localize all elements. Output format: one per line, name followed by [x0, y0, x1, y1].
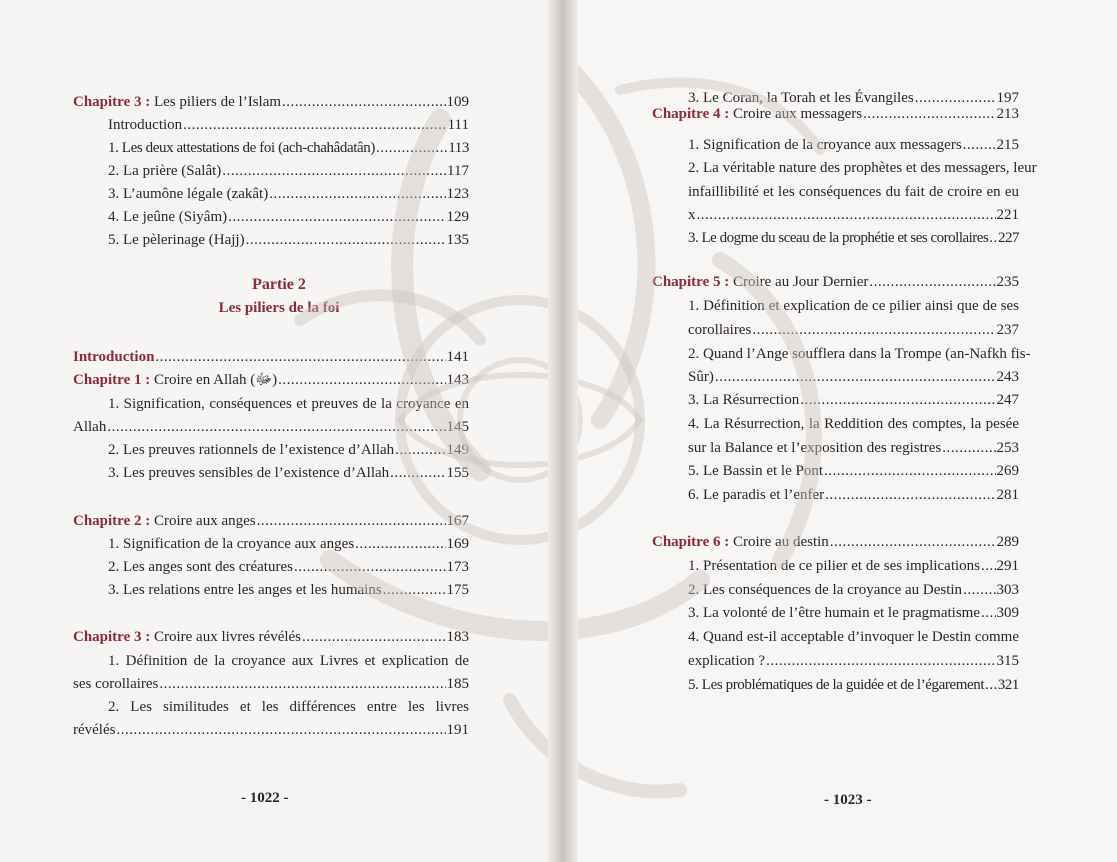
- dot-leader: [963, 135, 996, 155]
- item-title: 2. La prière (Salât): [108, 163, 222, 179]
- dot-leader: [257, 511, 446, 531]
- dot-leader: [697, 205, 996, 225]
- item-title: 1. Signification de la croyance aux anges: [108, 536, 355, 552]
- page-number: 213: [996, 106, 1019, 122]
- item-title: 2. Les preuves rationnels de l’existence d’Allah: [108, 442, 395, 458]
- dot-leader: [116, 720, 445, 740]
- dot-leader: [985, 675, 997, 695]
- chapter-title: Les piliers de l’Islam: [153, 94, 282, 110]
- toc-item-row[interactable]: [688, 461, 1019, 481]
- toc-item-row[interactable]: [688, 205, 1019, 225]
- item-title: 3. L’aumône légale (zakât): [108, 186, 269, 202]
- dot-leader: [869, 272, 995, 292]
- toc-item-text[interactable]: 1. Définition de la croyance aux Livres et explication de: [108, 653, 469, 669]
- dot-leader: [228, 207, 445, 227]
- dot-leader: [766, 651, 995, 671]
- toc-item-row[interactable]: [688, 580, 1019, 600]
- item-title: 1. Les deux attestations de foi (ach-chahâdatân): [108, 140, 375, 156]
- dot-leader: [155, 347, 445, 367]
- chapter-label: Chapitre 4 :: [652, 106, 730, 122]
- page-number: 303: [996, 582, 1019, 598]
- item-title: 1. Présentation de ce pilier et de ses implications: [688, 558, 981, 574]
- page-number: 215: [996, 137, 1019, 153]
- page-number: 113: [448, 140, 469, 156]
- item-title: 3. Les relations entre les anges et les humains: [108, 582, 382, 598]
- toc-chapter-row[interactable]: [73, 511, 469, 531]
- toc-item-text[interactable]: 2. Quand l’Ange soufflera dans la Trompe (an-Nafkh fis-: [688, 346, 1031, 362]
- toc-chapter-row[interactable]: [73, 347, 469, 367]
- item-title: 3. La Résurrection: [688, 392, 800, 408]
- item-title: 3. Le Coran, la Torah et les Évangiles: [688, 90, 914, 106]
- page-number: 175: [446, 582, 469, 598]
- toc-chapter-row[interactable]: [652, 104, 1019, 124]
- toc-item-text[interactable]: 1. Définition et explication de ce pilier ainsi que de ses: [688, 298, 1019, 314]
- toc-item-row[interactable]: [688, 675, 1019, 695]
- toc-item-row[interactable]: [108, 580, 469, 600]
- page-number: 111: [447, 117, 469, 133]
- item-title: corollaires: [688, 322, 752, 338]
- chapter-title: Croire aux livres révélés: [153, 629, 302, 645]
- item-title: 2. Les conséquences de la croyance au Destin: [688, 582, 963, 598]
- toc-chapter-row[interactable]: [73, 627, 469, 647]
- introduction-label: Introduction: [73, 349, 155, 365]
- toc-item-row[interactable]: [73, 674, 469, 694]
- dot-leader: [824, 461, 996, 481]
- page-number: 167: [446, 513, 469, 529]
- chapter-title: Croire au Jour Dernier: [732, 274, 869, 290]
- dot-leader: [942, 438, 995, 458]
- page-number: 143: [446, 372, 469, 388]
- item-title: 3. Les preuves sensibles de l’existence d’Allah: [108, 465, 390, 481]
- page-number: 145: [446, 419, 469, 435]
- toc-item-row[interactable]: [688, 438, 1019, 458]
- toc-item-row[interactable]: [688, 556, 1019, 576]
- toc-item-text[interactable]: 4. La Résurrection, la Reddition des comptes, la pesée: [688, 416, 1019, 432]
- dot-leader: [159, 674, 445, 694]
- toc-chapter-row[interactable]: [73, 370, 469, 390]
- toc-item-row[interactable]: [108, 230, 469, 250]
- right-page: [572, 0, 1117, 862]
- chapter-label: Chapitre 1 :: [73, 372, 151, 388]
- page-number: 191: [446, 722, 469, 738]
- toc-item-row[interactable]: [688, 320, 1019, 340]
- toc-item-text[interactable]: 2. Les similitudes et les différences entre les livres: [108, 699, 469, 715]
- page-number: 173: [446, 559, 469, 575]
- dot-leader: [830, 532, 996, 552]
- dot-leader: [355, 534, 445, 554]
- page-number: 253: [996, 440, 1019, 456]
- page-number: 235: [996, 274, 1019, 290]
- toc-item-row[interactable]: [73, 417, 469, 437]
- toc-chapter-row[interactable]: [73, 92, 469, 112]
- toc-item-text[interactable]: 1. Signification, conséquences et preuves de la croyance en: [108, 396, 469, 412]
- dot-leader: [800, 390, 995, 410]
- page-number: 149: [446, 442, 469, 458]
- page-number: 123: [446, 186, 469, 202]
- item-title: Introduction: [108, 117, 183, 133]
- toc-chapter-row[interactable]: [652, 272, 1019, 292]
- toc-item-row[interactable]: [73, 720, 469, 740]
- toc-item-row[interactable]: [108, 115, 469, 135]
- page-number: 237: [996, 322, 1019, 338]
- chapter-title: Croire en Allah (ﷻ): [153, 372, 278, 388]
- toc-chapter-row[interactable]: [652, 532, 1019, 552]
- item-title: 1. Signification de la croyance aux messagers: [688, 137, 962, 153]
- chapter-title: Croire aux anges: [153, 513, 256, 529]
- item-title: 5. Le pèlerinage (Hajj): [108, 232, 245, 248]
- page-number: 269: [996, 463, 1019, 479]
- chapter-title: Croire aux messagers: [732, 106, 863, 122]
- dot-leader: [376, 138, 447, 158]
- item-title: x: [688, 207, 696, 223]
- item-title: 3. Le dogme du sceau de la prophétie et ses corollaires: [688, 230, 989, 246]
- page-number: 141: [446, 349, 469, 365]
- page-number: 221: [996, 207, 1019, 223]
- toc-item-row[interactable]: [108, 463, 469, 483]
- page-number: 289: [996, 534, 1019, 550]
- dot-leader: [183, 115, 446, 135]
- dot-leader: [981, 556, 995, 576]
- item-title: 4. Le jeûne (Siyâm): [108, 209, 228, 225]
- page-number: 155: [446, 465, 469, 481]
- toc-item-row[interactable]: [688, 367, 1019, 387]
- item-title: Sûr): [688, 369, 714, 385]
- page-number: 321: [997, 677, 1019, 693]
- page-number: 169: [446, 536, 469, 552]
- toc-item-row[interactable]: [108, 161, 469, 181]
- dot-leader: [246, 230, 446, 250]
- item-title: ses corollaires: [73, 676, 159, 692]
- toc-item-row[interactable]: [688, 228, 1019, 248]
- chapter-label: Chapitre 3 :: [73, 94, 151, 110]
- dot-leader: [383, 580, 446, 600]
- book-gutter: [548, 0, 578, 862]
- toc-item-row[interactable]: [688, 603, 1019, 623]
- left-page: [0, 0, 556, 862]
- part-title: Partie 2: [252, 276, 306, 293]
- page-folio: - 1023 -: [824, 792, 872, 808]
- dot-leader: [395, 440, 445, 460]
- toc-item-text[interactable]: 2. La véritable nature des prophètes et des messagers, leur: [688, 160, 1037, 176]
- page-number: 117: [447, 163, 469, 179]
- dot-leader: [390, 463, 445, 483]
- page-number: 243: [996, 369, 1019, 385]
- page-number: 309: [996, 605, 1019, 621]
- dot-leader: [981, 603, 996, 623]
- dot-leader: [989, 228, 997, 248]
- toc-item-row[interactable]: [108, 534, 469, 554]
- toc-item-text[interactable]: infaillibilité et les conséquences du fait de croire en eu: [688, 184, 1019, 200]
- page-number: 291: [996, 558, 1019, 574]
- page-number: 135: [446, 232, 469, 248]
- dot-leader: [282, 92, 445, 112]
- dot-leader: [715, 367, 996, 387]
- chapter-label: Chapitre 6 :: [652, 534, 730, 550]
- dot-leader: [278, 370, 445, 390]
- item-title: révélés: [73, 722, 116, 738]
- page-number: 185: [446, 676, 469, 692]
- item-title: Allah: [73, 419, 107, 435]
- toc-item-text[interactable]: 4. Quand est-il acceptable d’invoquer le Destin comme: [688, 629, 1019, 645]
- page-number: 247: [996, 392, 1019, 408]
- item-title: 3. La volonté de l’être humain et le pragmatisme: [688, 605, 980, 621]
- toc-item-row[interactable]: [688, 135, 1019, 155]
- dot-leader: [752, 320, 995, 340]
- item-title: 6. Le paradis et l’enfer: [688, 487, 825, 503]
- page-number: 281: [996, 487, 1019, 503]
- page-folio: - 1022 -: [241, 790, 289, 806]
- item-title: 5. Les problématiques de la guidée et de l’égarement: [688, 677, 985, 693]
- page-number: 315: [996, 653, 1019, 669]
- toc-item-row[interactable]: [688, 390, 1019, 410]
- chapter-label: Chapitre 5 :: [652, 274, 730, 290]
- page-number: 109: [446, 94, 469, 110]
- chapter-label: Chapitre 3 :: [73, 629, 151, 645]
- toc-item-row[interactable]: [688, 485, 1019, 505]
- toc-item-row[interactable]: [108, 440, 469, 460]
- chapter-label: Chapitre 2 :: [73, 513, 151, 529]
- item-title: explication ?: [688, 653, 766, 669]
- toc-item-row[interactable]: [108, 207, 469, 227]
- page-number: 129: [446, 209, 469, 225]
- item-title: 5. Le Bassin et le Pont: [688, 463, 823, 479]
- toc-item-row[interactable]: [108, 184, 469, 204]
- dot-leader: [863, 104, 995, 124]
- item-title: sur la Balance et l’exposition des registres: [688, 440, 942, 456]
- dot-leader: [107, 417, 445, 437]
- toc-item-row[interactable]: [108, 557, 469, 577]
- dot-leader: [963, 580, 995, 600]
- toc-item-row[interactable]: [688, 651, 1019, 671]
- chapter-title: Croire au destin: [732, 534, 829, 550]
- item-title: 2. Les anges sont des créatures: [108, 559, 293, 575]
- page-number: 183: [446, 629, 469, 645]
- dot-leader: [269, 184, 445, 204]
- page-number: 197: [996, 90, 1019, 106]
- part-subtitle: Les piliers de la foi: [218, 300, 340, 316]
- dot-leader: [302, 627, 445, 647]
- dot-leader: [825, 485, 995, 505]
- dot-leader: [222, 161, 446, 181]
- toc-item-row[interactable]: [108, 138, 469, 158]
- dot-leader: [294, 557, 446, 577]
- page-number: 227: [998, 230, 1019, 246]
